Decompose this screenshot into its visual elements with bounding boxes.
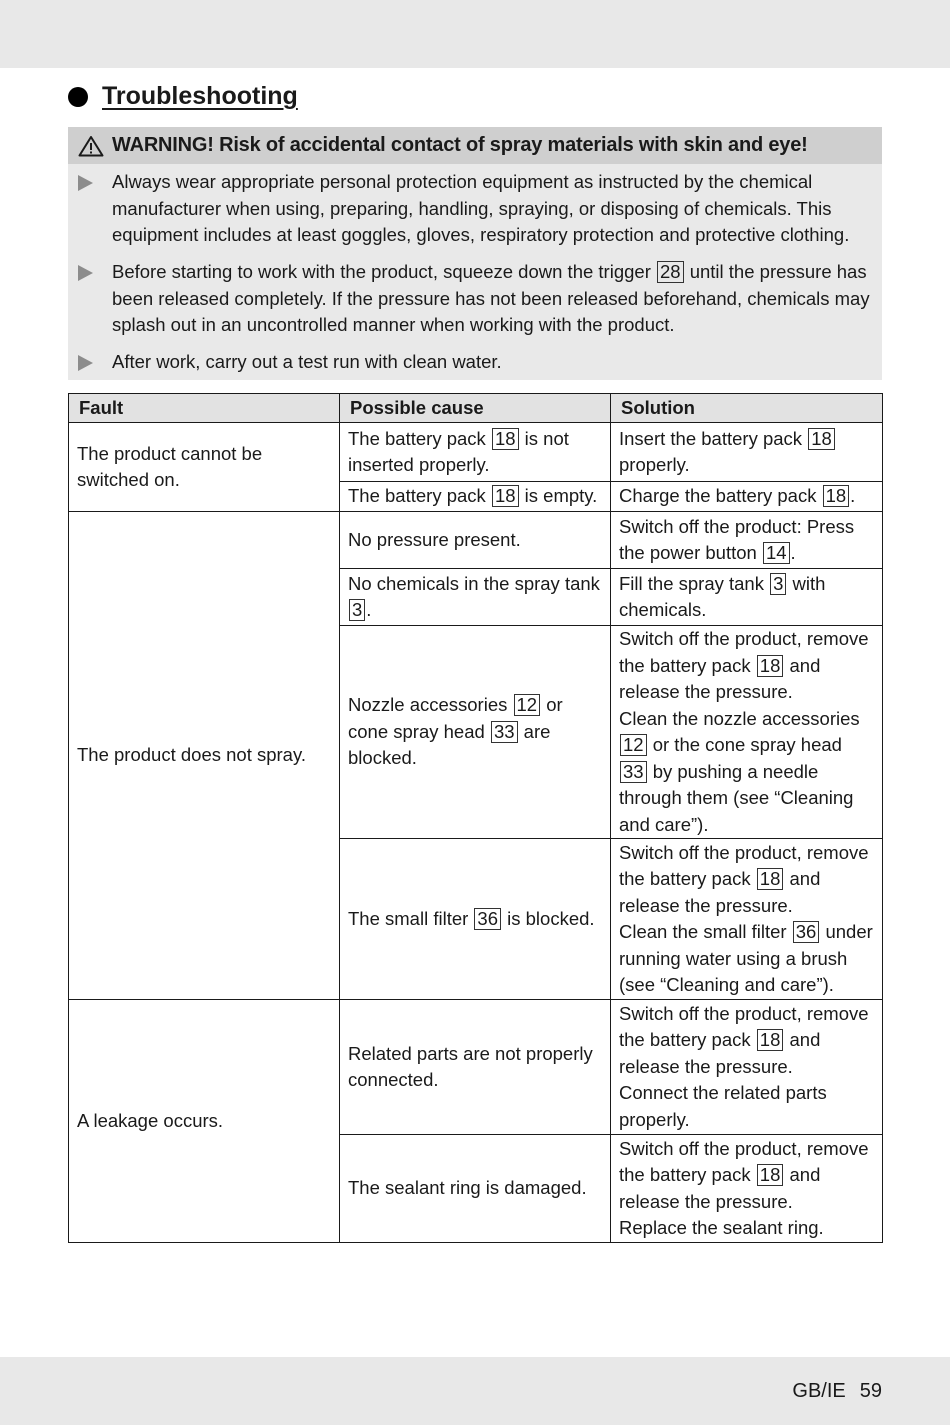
part-reference: 3 bbox=[770, 573, 786, 595]
warning-item-text: After work, carry out a test run with clean water. bbox=[112, 351, 502, 372]
cell-text: and release the pressure. bbox=[619, 868, 821, 916]
table-row bbox=[69, 423, 883, 482]
fault-cell: The product does not spray. bbox=[69, 512, 340, 1000]
part-reference: 33 bbox=[620, 761, 647, 783]
cell-text: Switch off the product: Press the power button bbox=[619, 515, 855, 563]
solution-step bbox=[619, 919, 874, 999]
part-reference: 36 bbox=[474, 908, 501, 930]
cell-text: Fill the spray tank bbox=[619, 572, 770, 594]
part-reference: 18 bbox=[492, 428, 519, 450]
cell-text: under running water using a brush (see “Cleaning and care”). bbox=[619, 921, 873, 995]
cell-text: Switch off the product, remove the battery pack bbox=[619, 841, 869, 889]
solution-step bbox=[619, 1001, 874, 1081]
cell-text: The sealant ring is damaged. bbox=[348, 1177, 587, 1199]
arrow-bullet-icon bbox=[78, 265, 93, 281]
cell-text: are blocked. bbox=[348, 720, 551, 769]
warning-item bbox=[112, 259, 872, 339]
solution-cell bbox=[611, 839, 883, 1000]
solution-cell bbox=[611, 626, 883, 839]
cell-text: The battery pack bbox=[348, 485, 491, 507]
warning-triangle-icon bbox=[78, 135, 104, 157]
fault-cell: A leakage occurs. bbox=[69, 1000, 340, 1243]
warning-box bbox=[68, 127, 882, 380]
cell-text: properly. bbox=[619, 454, 690, 475]
arrow-bullet-icon bbox=[78, 175, 93, 191]
part-reference: 36 bbox=[793, 921, 820, 943]
cell-text: Switch off the product, remove the battery pack bbox=[619, 1002, 869, 1051]
cell-text: is blocked. bbox=[502, 907, 595, 929]
arrow-bullet-icon bbox=[78, 355, 93, 371]
solution-step bbox=[619, 1215, 874, 1242]
warning-title: WARNING! Risk of accidental contact of spray materials with skin and eye! bbox=[112, 134, 808, 156]
solution-cell bbox=[611, 512, 883, 569]
cell-text: Clean the small filter bbox=[619, 921, 792, 942]
cell-text: . bbox=[366, 599, 372, 620]
solution-cell bbox=[611, 482, 883, 512]
cell-text: or the cone spray head bbox=[647, 734, 842, 755]
solution-cell bbox=[611, 1000, 883, 1135]
cell-text: by pushing a needle through them (see “Cleaning and care”). bbox=[619, 760, 854, 835]
cell-text: No pressure present. bbox=[348, 528, 521, 550]
column-header-cause: Possible cause bbox=[340, 394, 611, 423]
warning-item-text: Always wear appropriate personal protection equipment as instructed by the chemical manufacturer when using, preparing, handling, spraying, or disposing of chemicals. This equipment includes at least goggles, gloves, respiratory protection and protective clothing. bbox=[112, 171, 850, 245]
page-number: 59 bbox=[859, 1380, 882, 1402]
solution-step bbox=[619, 426, 874, 479]
part-reference: 3 bbox=[349, 599, 365, 621]
part-reference: 18 bbox=[492, 485, 519, 507]
solution-cell bbox=[611, 423, 883, 482]
fault-cell: The product cannot be switched on. bbox=[69, 423, 340, 512]
cause-cell bbox=[340, 1135, 611, 1243]
part-reference: 12 bbox=[514, 694, 541, 716]
cell-text: is empty. bbox=[519, 485, 598, 507]
solution-cell bbox=[611, 569, 883, 626]
part-reference: 33 bbox=[491, 721, 518, 743]
cell-text: Related parts are not properly connected. bbox=[348, 1042, 593, 1090]
cell-text: Insert the battery pack bbox=[619, 427, 808, 449]
cell-text: The small filter bbox=[348, 907, 474, 929]
part-reference: 18 bbox=[757, 868, 784, 890]
solution-step bbox=[619, 1136, 874, 1216]
part-reference: 18 bbox=[757, 1164, 784, 1186]
page-footer bbox=[792, 1380, 882, 1403]
cell-text: Charge the battery pack bbox=[619, 485, 822, 507]
column-header-fault: Fault bbox=[69, 394, 340, 423]
part-reference: 14 bbox=[763, 542, 790, 564]
cell-text: and release the pressure. bbox=[619, 1029, 821, 1077]
cell-text: The battery pack bbox=[348, 427, 491, 449]
solution-step bbox=[619, 571, 874, 624]
cell-text: and release the pressure. bbox=[619, 654, 821, 702]
cell-text: Clean the nozzle accessories bbox=[619, 707, 860, 729]
footer-locale: GB/IE bbox=[792, 1380, 846, 1402]
cell-text: or cone spray head bbox=[348, 694, 563, 742]
troubleshooting-table bbox=[68, 393, 883, 1243]
cell-text: Connect the related parts properly. bbox=[619, 1082, 827, 1130]
cause-cell bbox=[340, 512, 611, 569]
warning-item bbox=[112, 169, 872, 249]
warning-item-text: Before starting to work with the product, squeeze down the trigger bbox=[112, 261, 651, 282]
cell-text: No chemicals in the spray tank bbox=[348, 572, 600, 594]
cell-text: Replace the sealant ring. bbox=[619, 1217, 824, 1238]
column-header-solution: Solution bbox=[611, 394, 883, 423]
section-heading bbox=[68, 82, 298, 111]
cell-text: . bbox=[790, 542, 796, 563]
cell-text: Switch off the product, remove the battery pack bbox=[619, 1137, 869, 1185]
top-band bbox=[0, 0, 950, 68]
cell-text: is not inserted properly. bbox=[348, 427, 569, 475]
cell-text: Nozzle accessories bbox=[348, 694, 513, 716]
cause-cell bbox=[340, 423, 611, 482]
cause-cell bbox=[340, 839, 611, 1000]
solution-step bbox=[619, 626, 874, 706]
table-row bbox=[69, 1000, 883, 1135]
part-reference: 18 bbox=[757, 655, 784, 677]
table-row bbox=[69, 512, 883, 569]
solution-step bbox=[619, 706, 874, 839]
part-reference: 18 bbox=[757, 1029, 784, 1051]
solution-step bbox=[619, 483, 874, 510]
solution-step bbox=[619, 840, 874, 920]
solution-step bbox=[619, 514, 874, 567]
cell-text: . bbox=[850, 485, 856, 507]
cause-cell bbox=[340, 1000, 611, 1135]
warning-item-text: until the pressure has been released completely. If the pressure has not been released beforehand, chemicals may splash out in an uncontrolled manner when working with the product. bbox=[112, 261, 870, 335]
warning-header bbox=[68, 127, 882, 164]
part-reference: 28 bbox=[657, 261, 684, 283]
table-header-row bbox=[69, 394, 883, 423]
cell-text: and release the pressure. bbox=[619, 1164, 821, 1212]
warning-item bbox=[112, 349, 872, 376]
solution-cell bbox=[611, 1135, 883, 1243]
part-reference: 18 bbox=[823, 485, 850, 507]
cause-cell bbox=[340, 569, 611, 626]
part-reference: 12 bbox=[620, 734, 647, 756]
cell-text: Switch off the product, remove the battery pack bbox=[619, 628, 869, 676]
solution-step bbox=[619, 1080, 874, 1133]
section-title: Troubleshooting bbox=[102, 82, 298, 110]
cause-cell bbox=[340, 482, 611, 512]
section-bullet-icon bbox=[68, 87, 88, 107]
cell-text: with chemicals. bbox=[619, 572, 826, 620]
cause-cell bbox=[340, 626, 611, 839]
part-reference: 18 bbox=[808, 428, 835, 450]
